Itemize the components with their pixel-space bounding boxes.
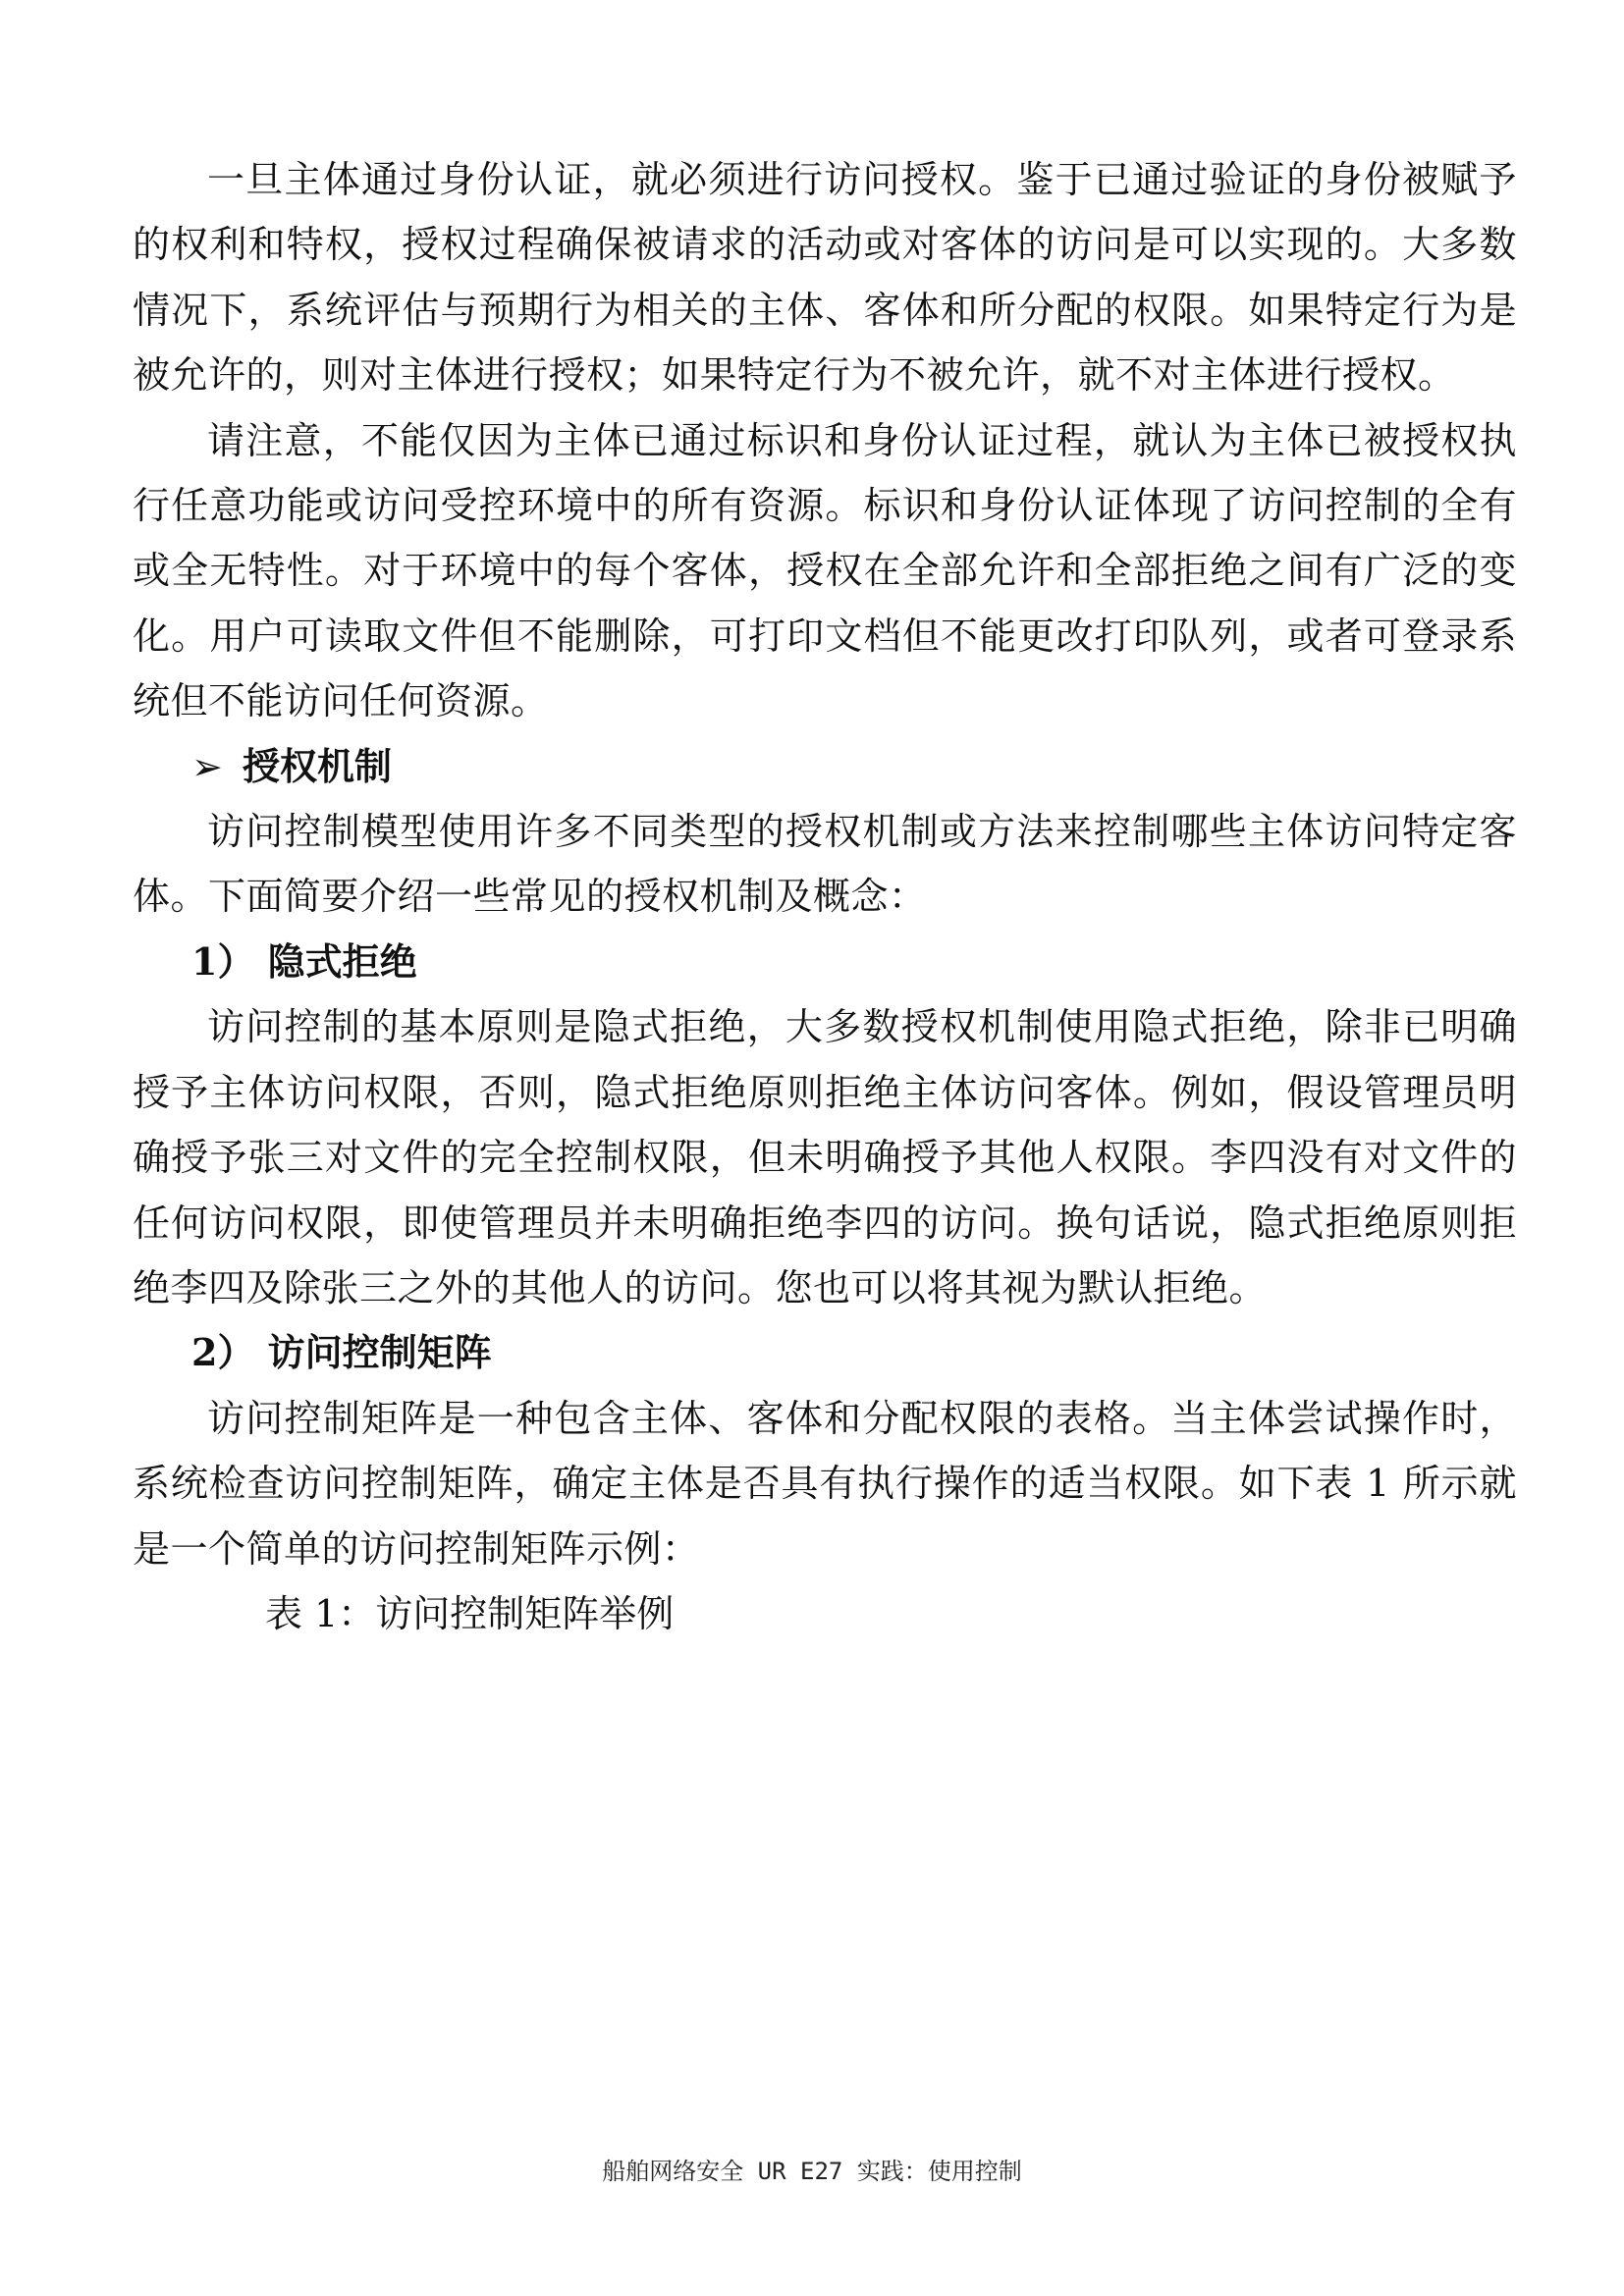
paragraph-access-control-matrix: 访问控制矩阵是一种包含主体、客体和分配权限的表格。当主体尝试操作时，系统检查访问控制矩阵，确定主体是否具有执行操作的适当权限。如下表 1 所示就是一个简单的访问控制矩阵示例： (133, 1396, 1517, 1571)
paragraph-implicit-deny: 访问控制的基本原则是隐式拒绝，大多数授权机制使用隐式拒绝，除非已明确授予主体访问权限，否则，隐式拒绝原则拒绝主体访问客体。例如，假设管理员明确授予张三对文件的完全控制权限，但未明确授予其他人权限。李四没有对文件的任何访问权限，即使管理员并未明确拒绝李四的访问。换句话说，隐式拒绝原则拒绝李四及除张三之外的其他人的访问。您也可以将其视为默认拒绝。 (133, 1005, 1517, 1309)
subheading-implicit-deny: 1） 隐式拒绝 (191, 938, 417, 984)
table-caption: 表 1：访问控制矩阵举例 (265, 1591, 675, 1635)
section-heading-authorization-mechanisms (133, 734, 1517, 799)
page-footer: 船舶网络安全 UR E27 实践：使用控制 (602, 2158, 1022, 2185)
paragraph-mechanisms-intro: 访问控制模型使用许多不同类型的授权机制或方法来控制哪些主体访问特定客体。下面简要介绍一些常见的授权机制及概念： (133, 810, 1517, 919)
arrow-bullet-icon: ➢ (191, 744, 223, 788)
subheading-access-control-matrix: 2） 访问控制矩阵 (191, 1330, 492, 1375)
section-heading-label: 授权机制 (243, 743, 393, 788)
document-body (133, 147, 1517, 1646)
paragraph-authorization-intro: 一旦主体通过身份认证，就必须进行访问授权。鉴于已通过验证的身份被赋予的权利和特权，授权过程确保被请求的活动或对客体的访问是可以实现的。大多数情况下，系统评估与预期行为相关的主体、客体和所分配的权限。如果特定行为是被允许的，则对主体进行授权；如果特定行为不被允许，就不对主体进行授权。 (133, 158, 1517, 398)
paragraph-authorization-note: 请注意，不能仅因为主体已通过标识和身份认证过程，就认为主体已被授权执行任意功能或访问受控环境中的所有资源。标识和身份认证体现了访问控制的全有或全无特性。对于环境中的每个客体，授权在全部允许和全部拒绝之间有广泛的变化。用户可读取文件但不能删除，可打印文档但不能更改打印队列，或者可登录系统但不能访问任何资源。 (133, 418, 1517, 723)
